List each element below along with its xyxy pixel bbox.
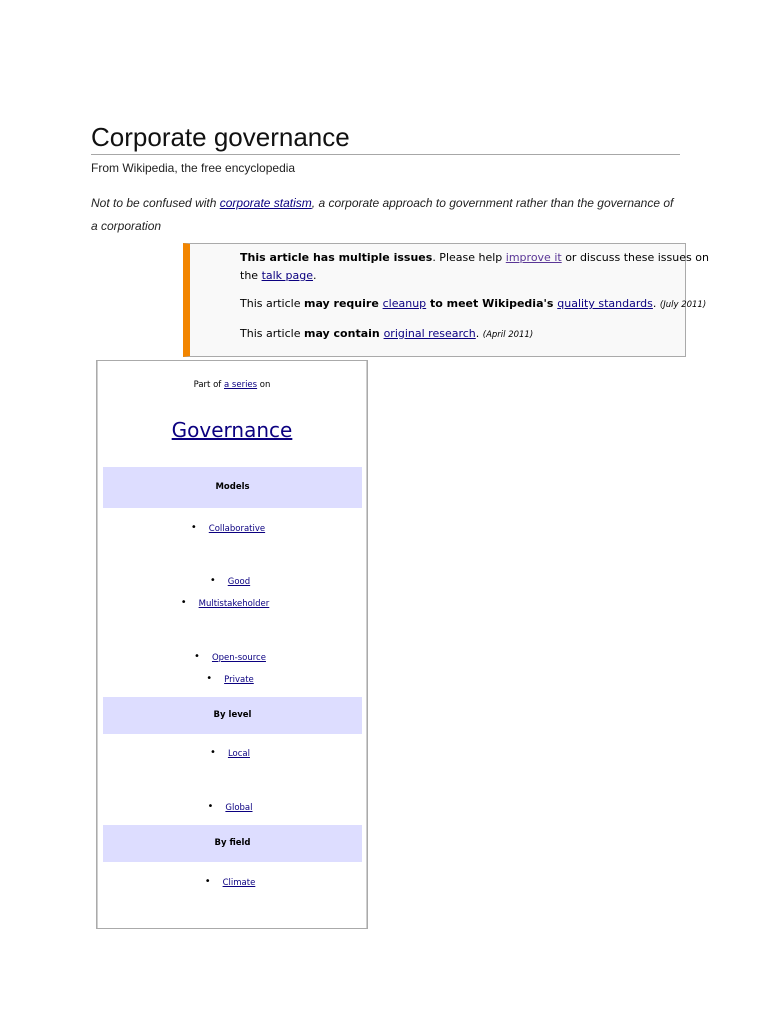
issues-line-2 [240, 269, 317, 282]
list-item-private [95, 673, 365, 685]
open-source-link[interactable]: Open-source [211, 653, 266, 663]
issues-bold: may contain [303, 327, 384, 340]
good-link[interactable]: Good [227, 577, 251, 587]
quality-standards-link[interactable]: quality standards [557, 297, 653, 310]
multistakeholder-link[interactable]: Multistakeholder [198, 599, 270, 609]
list-item-multistakeholder [90, 597, 360, 609]
issues-text: . [475, 327, 480, 340]
governance-sidebar [96, 360, 368, 929]
cleanup-link[interactable]: cleanup [382, 297, 427, 310]
list-item-climate [95, 876, 365, 888]
issues-text: . [313, 269, 317, 282]
hatnote-prefix: Not to be confused with [91, 196, 220, 210]
list-item-collaborative [93, 522, 363, 534]
issues-text: This article [240, 297, 304, 310]
collaborative-link[interactable]: Collaborative [208, 524, 266, 534]
list-item-open-source [95, 651, 365, 663]
cleanup-date: (July 2011) [659, 300, 707, 310]
governance-link[interactable]: Governance [171, 418, 293, 442]
bullet: • [209, 575, 216, 586]
section-by-field: By field [103, 825, 362, 862]
governance-title [97, 418, 367, 442]
page-title: Corporate governance [91, 120, 680, 155]
list-item-global [95, 801, 365, 813]
on-text: on [257, 380, 271, 390]
climate-link[interactable]: Climate [222, 878, 256, 888]
issues-text: the [240, 269, 262, 282]
list-item-local [95, 747, 365, 759]
bullet: • [190, 522, 197, 533]
section-by-level: By level [103, 697, 362, 734]
sidebar-border-left [97, 361, 98, 928]
global-link[interactable]: Global [225, 803, 253, 813]
issues-text: . [652, 297, 657, 310]
bullet: • [180, 597, 187, 608]
series-link[interactable]: a series [224, 380, 258, 390]
local-link[interactable]: Local [227, 749, 250, 759]
page-subtitle: From Wikipedia, the free encyclopedia [91, 161, 296, 175]
original-research-link[interactable]: original research [383, 327, 476, 340]
bullet: • [194, 651, 200, 662]
sidebar-border-right [366, 361, 367, 928]
issues-line-research [240, 327, 533, 340]
bullet: • [210, 747, 216, 758]
hatnote [91, 192, 681, 238]
bullet: • [204, 876, 211, 887]
multiple-issues-box [183, 243, 709, 357]
issues-text: This article [240, 327, 304, 340]
part-of-series [97, 380, 367, 390]
bullet: • [206, 673, 213, 684]
research-date: (April 2011) [482, 330, 534, 340]
talk-page-link[interactable]: talk page [261, 269, 314, 282]
corporate-statism-link[interactable]: corporate statism [219, 196, 312, 210]
issues-bold: may require [303, 297, 383, 310]
bullet: • [207, 801, 214, 812]
issues-bold: to meet Wikipedia's [426, 297, 558, 310]
issues-text: or discuss these issues on [561, 251, 709, 264]
improve-it-link[interactable]: improve it [505, 251, 562, 264]
list-item-good [95, 575, 365, 587]
issues-line-cleanup [240, 297, 706, 310]
issues-line-1 [240, 251, 709, 264]
issues-heading: This article has multiple issues [240, 251, 433, 264]
issues-text: . Please help [432, 251, 506, 264]
hatnote-suffix: , a corporate approach to government rather than the governance of a corporation [91, 196, 674, 233]
private-link[interactable]: Private [224, 675, 254, 685]
part-of-text: Part of [193, 380, 224, 390]
section-models: Models [103, 467, 362, 508]
